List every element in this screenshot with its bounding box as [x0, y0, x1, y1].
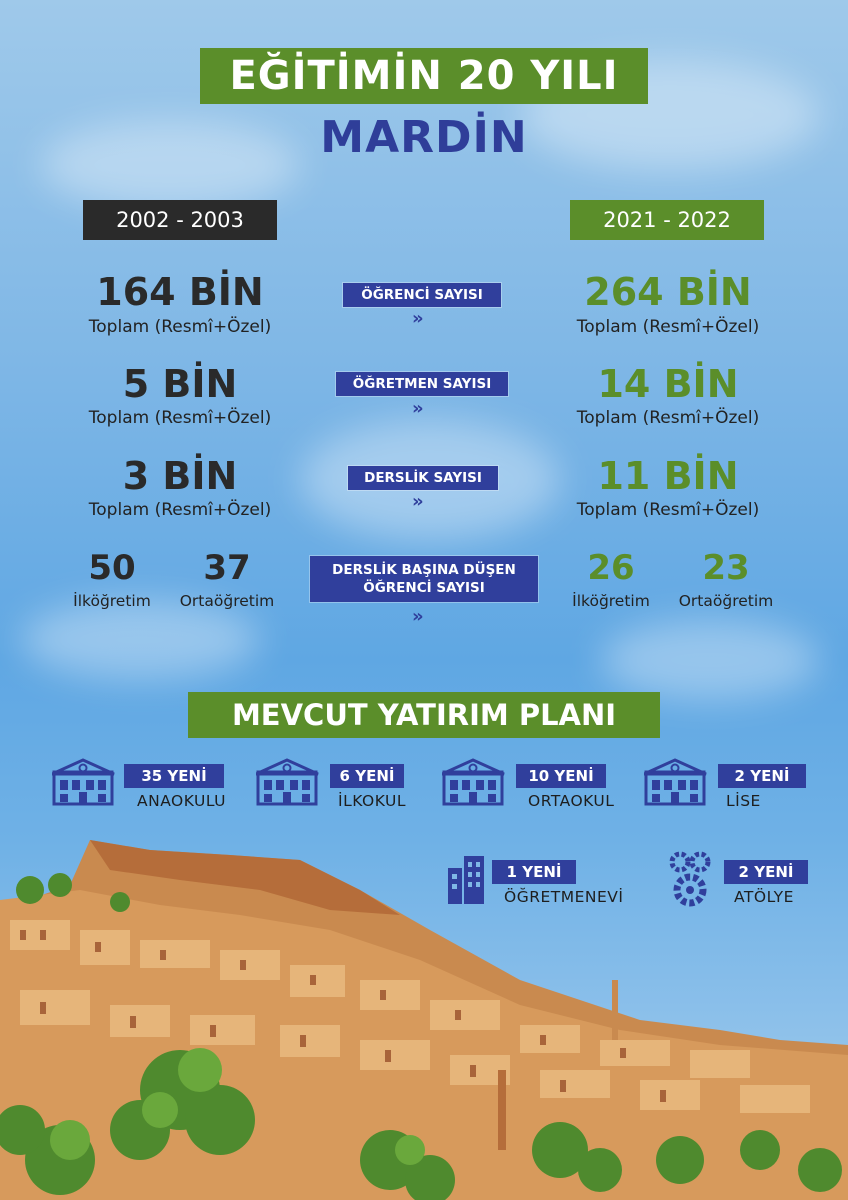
per-classroom-label [310, 556, 538, 602]
students-left-sub: Toplam (Resmî+Özel) [88, 317, 272, 337]
secondary-left-sub: Ortaöğretim [179, 592, 275, 610]
lise-tag: 2 YENİ [718, 764, 806, 788]
primary-left-sub: İlköğretim [73, 592, 151, 610]
atolye-tag: 2 YENİ [724, 860, 808, 884]
classrooms-left-value: 3 BİN [122, 454, 238, 498]
classrooms-left-sub: Toplam (Resmî+Özel) [88, 500, 272, 520]
city-title: MARDİN [320, 112, 528, 163]
ortaokul-label: ORTAOKUL [528, 792, 615, 810]
students-right-value: 264 BİN [584, 270, 752, 314]
secondary-right-value: 23 [702, 548, 750, 588]
teachers-left-sub: Toplam (Resmî+Özel) [88, 408, 272, 428]
secondary-left-value: 37 [203, 548, 251, 588]
ortaokul-tag: 10 YENİ [516, 764, 606, 788]
school-building-icon [644, 758, 708, 808]
primary-left-value: 50 [88, 548, 136, 588]
school-building-icon [442, 758, 506, 808]
students-right-sub: Toplam (Resmî+Özel) [576, 317, 760, 337]
ilkokul-tag: 6 YENİ [330, 764, 404, 788]
page-title: EĞİTİMİN 20 YILI [200, 48, 648, 104]
per-classroom-label-line2: ÖĞRENCİ SAYISI [363, 580, 485, 596]
teachers-label: ÖĞRETMEN SAYISI [336, 372, 508, 396]
classrooms-label: DERSLİK SAYISI [348, 466, 498, 490]
students-label: ÖĞRENCİ SAYISI [343, 283, 501, 307]
arrow-right-icon: » [412, 491, 420, 512]
mardin-city-landscape [0, 830, 848, 1200]
cloud-decoration [20, 600, 260, 680]
year-right-badge: 2021 - 2022 [570, 200, 764, 240]
lise-label: LİSE [726, 792, 761, 810]
anaokulu-tag: 35 YENİ [124, 764, 224, 788]
teachers-left-value: 5 BİN [122, 362, 238, 406]
classrooms-right-sub: Toplam (Resmî+Özel) [576, 500, 760, 520]
primary-right-sub: İlköğretim [572, 592, 650, 610]
ilkokul-label: İLKOKUL [338, 792, 406, 810]
arrow-right-icon: » [412, 398, 420, 419]
anaokulu-label: ANAOKULU [137, 792, 227, 810]
teachers-right-sub: Toplam (Resmî+Özel) [576, 408, 760, 428]
atolye-label: ATÖLYE [734, 888, 794, 906]
ogretmenevi-label: ÖĞRETMENEVİ [504, 888, 624, 906]
ogretmenevi-tag: 1 YENİ [492, 860, 576, 884]
classrooms-right-value: 11 BİN [597, 454, 739, 498]
year-left-badge: 2002 - 2003 [83, 200, 277, 240]
arrow-right-icon: » [412, 308, 420, 329]
cloud-decoration [600, 620, 820, 700]
students-left-value: 164 BİN [96, 270, 264, 314]
per-classroom-label-line1: DERSLİK BAŞINA DÜŞEN [332, 562, 516, 578]
school-building-icon [256, 758, 320, 808]
investment-plan-title: MEVCUT YATIRIM PLANI [188, 692, 660, 738]
secondary-right-sub: Ortaöğretim [678, 592, 774, 610]
primary-right-value: 26 [587, 548, 635, 588]
arrow-right-icon: » [412, 606, 420, 627]
teachers-right-value: 14 BİN [597, 362, 739, 406]
school-building-icon [52, 758, 116, 808]
